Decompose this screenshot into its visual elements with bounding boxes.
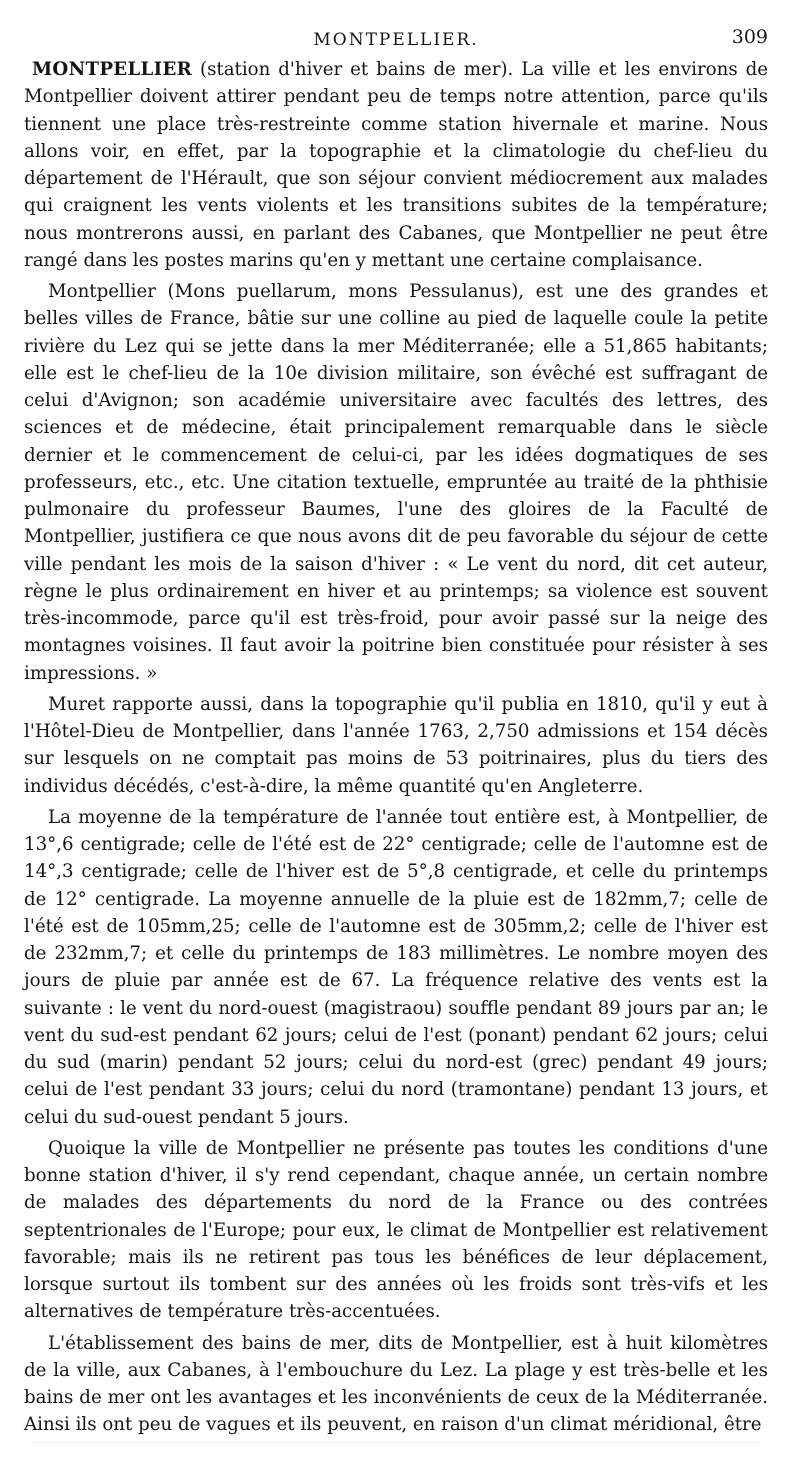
paragraph-muret: Muret rapporte aussi, dans la topographie qu'il publia en 1810, qu'il y eut à l'Hôtel-Dieu de Montpellier, dans l'année 1763, 2,750 admissions et 154 décès sur lesquels on ne comptait pas moins de 53 poitrinaires, plus du tiers des individus décédés, c'est-à-dire, la même quantité qu'en Angleterre.	[24, 693, 768, 797]
book-page	[24, 22, 768, 1443]
entry-head-word: MONTPELLIER	[32, 59, 193, 80]
paragraph-intro-text: (station d'hiver et bains de mer). La ville et les environs de Montpellier doivent attirer pendant peu de temps notre attention, parce qu'ils tiennent une place très-restreinte comme station hivernale et marine. Nous allons voir, en effet, par la topographie et la climatologie du chef-lieu du département de l'Hérault, que son séjour convient médiocrement aux malades qui craignent les vents violents et les transitions subites de la température; nous montrerons aussi, en parlant des Cabanes, que Montpellier ne peut être rangé dans les postes marins qu'en y mettant une certaine complaisance.	[24, 59, 768, 271]
entry-body	[24, 56, 768, 1439]
paragraph-climate: La moyenne de la température de l'année tout entière est, à Montpellier, de 13°,6 centigrade; celle de l'été est de 22° centigrade; celle de l'automne est de 14°,3 centigrade; celle de l'hiver est de 5°,8 centigrade, et celle du printemps de 12° centigrade. La moyenne annuelle de la pluie est de 182mm,7; celle de l'été est de 105mm,25; celle de l'automne est de 305mm,2; celle de l'hiver est de 232mm,7; et celle du printemps de 183 millimètres. Le nombre moyen des jours de pluie par année est de 67. La fréquence relative des vents est la suivante : le vent du nord-ouest (magistraou) souffle pendant 89 jours par an; le vent du sud-est pendant 62 jours; celui de l'est (ponant) pendant 62 jours; celui du sud (marin) pendant 52 jours; celui du nord-est (grec) pendant 49 jours; celui de l'est pendant 33 jours; celui du nord (tramontane) pendant 13 jours, et celui du sud-ouest pendant 5 jours.	[24, 806, 768, 1128]
paragraph-sea-baths: L'établissement des bains de mer, dits de Montpellier, est à huit kilomètres de la ville, aux Cabanes, à l'embouchure du Lez. La plage y est très-belle et les bains de mer ont les avantages et les inconvénients de ceux de la Méditerranée. Ainsi ils ont peu de vagues et ils peuvent, en raison d'un climat méridional, être	[24, 1332, 768, 1436]
running-title: MONTPELLIER.	[313, 30, 479, 50]
paragraph-winter-station: Quoique la ville de Montpellier ne présente pas toutes les conditions d'une bonne station d'hiver, il s'y rend cependant, chaque année, un certain nombre de malades des départements du nord de la France ou des contrées septentrionales de l'Europe; pour eux, le climat de Montpellier est relativement favorable; mais ils ne retirent pas tous les bénéfices de leur déplacement, lorsque surtout ils tombent sur des années où les froids sont très-vifs et les alternatives de température très-accentuées.	[24, 1137, 768, 1323]
paragraph-description: Montpellier (Mons puellarum, mons Pessulanus), est une des grandes et belles villes de France, bâtie sur une colline au pied de laquelle coule la petite rivière du Lez qui se jette dans la mer Méditerranée; elle a 51,865 habitants; elle est le chef-lieu de la 10e division militaire, son évêché est suffragant de celui d'Avignon; son académie universitaire avec facultés des lettres, des sciences et de médecine, était principalement remarquable dans le siècle dernier et le commencement de celui-ci, par les idées dogmatiques de ses professeurs, etc., etc. Une citation textuelle, empruntée au traité de la phthisie pulmonaire du professeur Baumes, l'une des gloires de la Faculté de Montpellier, justifiera ce que nous avons dit de peu favorable du séjour de cette ville pendant les mois de la saison d'hiver : « Le vent du nord, dit cet auteur, règne le plus ordinairement en hiver et au printemps; sa violence est souvent très-incommode, parce qu'il est très-froid, pour avoir passé sur la neige des montagnes voisines. Il faut avoir la poitrine bien constituée pour résister à ses impressions. »	[24, 281, 768, 684]
page-number: 309	[731, 26, 768, 48]
running-head	[24, 22, 768, 56]
paragraph-intro	[24, 56, 768, 274]
page-footer-marks	[34, 1442, 760, 1449]
